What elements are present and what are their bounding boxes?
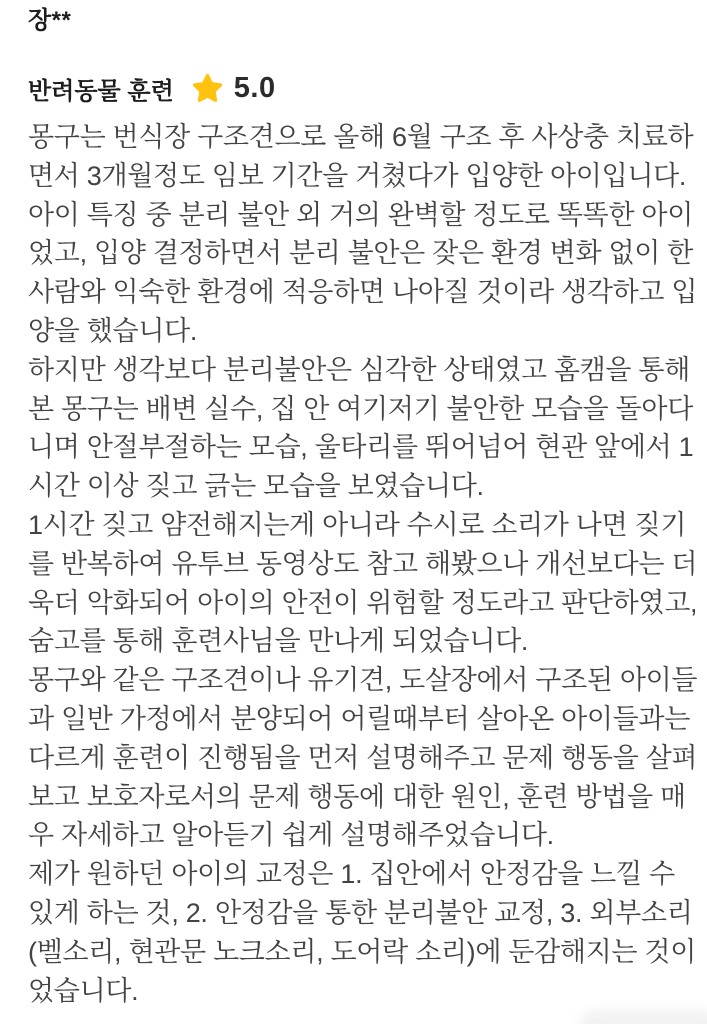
review-text-line: 과 일반 가정에서 분양되어 어릴때부터 살아온 아이들과는 xyxy=(28,703,690,734)
service-category-label: 반려동물 훈련 xyxy=(28,77,174,105)
review-text-line: 하지만 생각보다 분리불안은 심각한 상태였고 홈캠을 통해 xyxy=(28,354,690,385)
review-text-line: 몽구와 같은 구조견이나 유기견, 도살장에서 구조된 아이들 xyxy=(28,665,698,696)
review-text-line: 아이 특징 중 분리 불안 외 거의 완벽할 정도로 똑똑한 아이 xyxy=(28,199,693,230)
reviewer-name: 장** xyxy=(28,7,72,34)
review-text-line: 사람와 익숙한 환경에 적응하면 나아질 것이라 생각하고 입 xyxy=(28,277,698,308)
bottom-right-shadow xyxy=(579,1010,707,1024)
review-text-line: 욱더 악화되어 아이의 안전이 위험할 정도라고 판단하였고, xyxy=(28,587,698,618)
review-text-line: 양을 했습니다. xyxy=(28,315,198,346)
review-text-line: 1시간 짖고 얌전해지는게 아니라 수시로 소리가 나면 짖기 xyxy=(28,509,687,540)
review-text-line: 제가 원하던 아이의 교정은 1. 집안에서 안정감을 느낄 수 xyxy=(28,859,675,890)
rating-value: 5.0 xyxy=(233,71,276,104)
review-text-line: 우 자세하고 알아듣기 쉽게 설명해주었습니다. xyxy=(28,820,554,851)
review-text-line: 숨고를 통해 훈련사님을 만나게 되었습니다. xyxy=(28,626,529,657)
review-text-line: 있게 하는 것, 2. 안정감을 통한 분리불안 교정, 3. 외부소리 xyxy=(28,897,693,928)
review-text-line: 었고, 입양 결정하면서 분리 불안은 잦은 환경 변화 없이 한 xyxy=(28,238,694,269)
review-text-line: 를 반복하여 유투브 동영상도 참고 해봤으나 개선보다는 더 xyxy=(28,548,698,579)
review-text-line: 본 몽구는 배변 실수, 집 안 여기저기 불안한 모습을 돌아다 xyxy=(28,393,693,424)
review-text-line: (벨소리, 현관문 노크소리, 도어락 소리)에 둔감해지는 것이 xyxy=(28,936,696,967)
review-text-line: 보고 보호자로서의 문제 행동에 대한 원인, 훈련 방법을 매 xyxy=(28,781,686,812)
review-text-line: 몽구는 번식장 구조견으로 올해 6월 구조 후 사상충 치료하 xyxy=(28,122,694,152)
review-text xyxy=(28,118,698,1010)
review-text-line: 시간 이상 짖고 긁는 모습을 보였습니다. xyxy=(28,471,484,502)
review-text-line: 면서 3개월정도 임보 기간을 거쳤다가 입양한 아이입니다. xyxy=(28,160,687,191)
review-text-line: 었습니다. xyxy=(28,975,139,1006)
review-text-line: 니며 안절부절하는 모습, 울타리를 뛰어넘어 현관 앞에서 1 xyxy=(28,432,694,463)
review-header xyxy=(28,70,687,106)
review-text-line: 다르게 훈련이 진행됨을 먼저 설명해주고 문제 행동을 살펴 xyxy=(28,742,698,773)
star-icon xyxy=(191,72,224,105)
